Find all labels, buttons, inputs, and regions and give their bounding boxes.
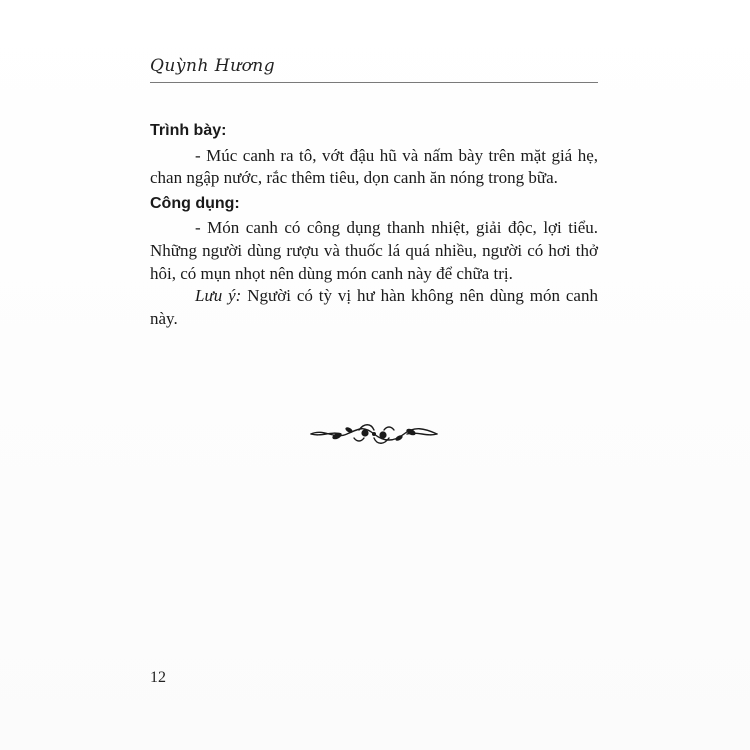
section-heading-presentation: Trình bày: [150, 122, 227, 139]
page-number: 12 [150, 669, 166, 686]
section-heading-uses: Công dụng: [150, 194, 240, 212]
floral-vine-ornament-icon [309, 420, 439, 448]
uses-paragraph: - Món canh có công dụng thanh nhiệt, giải độc, lợi tiểu. Những người dùng rượu và thuốc lá quá nhiều, người có hơi thở hôi, có mụn nhọt nên dùng món canh này để chữa trị. [150, 218, 598, 283]
note-paragraph [150, 285, 598, 330]
page-body [150, 120, 598, 330]
note-label: Lưu ý: [195, 286, 242, 306]
header-rule [150, 82, 598, 83]
note-text: Người có tỳ vị hư hàn không nên dùng món canh này. [150, 286, 598, 328]
presentation-paragraph: - Múc canh ra tô, vớt đậu hũ và nấm bày trên mặt giá hẹ, chan ngập nước, rắc thêm tiêu, dọn canh ăn nóng trong bữa. [150, 145, 598, 188]
running-header-author: Quỳnh Hương [150, 56, 276, 76]
